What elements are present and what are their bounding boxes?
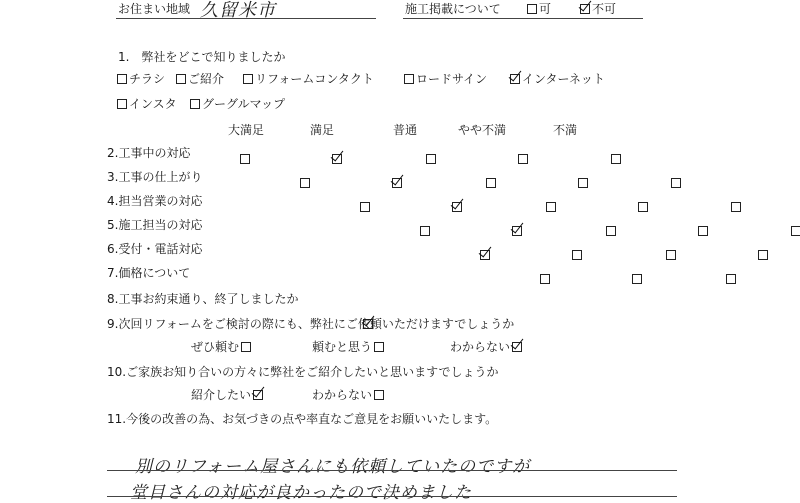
rating-checkbox[interactable] xyxy=(392,178,402,188)
q1-option-internet[interactable]: インターネット xyxy=(510,72,605,86)
q11-rule-1 xyxy=(107,470,677,471)
rating-col-satisfied: 満足 xyxy=(310,123,335,137)
googlemap-checkbox[interactable] xyxy=(190,99,200,109)
rating-row-label: 3.工事の仕上がり xyxy=(107,170,203,184)
rating-checkbox[interactable] xyxy=(420,226,430,236)
q10-label: 10.ご家族お知り合いの方々に弊社をご紹介したいと思いますでしょうか xyxy=(107,365,499,379)
q11-rule-2 xyxy=(107,496,677,497)
q9-option-probably[interactable]: 頼むと思う xyxy=(312,340,386,354)
rating-row-label: 6.受付・電話対応 xyxy=(107,242,203,256)
rating-checkbox[interactable] xyxy=(671,178,681,188)
q11-answer-line-1: 別のリフォーム屋さんにも依頼していたのですが xyxy=(135,457,531,477)
publish-deny-checkbox[interactable] xyxy=(580,4,590,14)
rating-checkbox[interactable] xyxy=(698,226,708,236)
referral-checkbox[interactable] xyxy=(176,74,186,84)
rating-col-neutral: 普通 xyxy=(393,123,418,137)
q8-label: 8.工事お約束通り、終了しましたか xyxy=(107,292,299,306)
rating-checkbox[interactable] xyxy=(486,178,496,188)
publish-underline xyxy=(403,18,643,19)
reform-contact-checkbox[interactable] xyxy=(243,74,253,84)
roadsign-checkbox[interactable] xyxy=(404,74,414,84)
q9-option-unknown[interactable]: わからない xyxy=(450,340,524,354)
publish-allow-checkbox[interactable] xyxy=(527,4,537,14)
rating-checkbox[interactable] xyxy=(332,154,342,164)
rating-checkbox[interactable] xyxy=(518,154,528,164)
flyer-checkbox[interactable] xyxy=(117,74,127,84)
q10-option-recommend[interactable]: 紹介したい xyxy=(191,388,265,402)
q9-label: 9.次回リフォームをご検討の際にも、弊社にご依頼いただけますでしょうか xyxy=(107,317,515,331)
rating-checkbox[interactable] xyxy=(540,274,550,284)
rating-checkbox[interactable] xyxy=(758,250,768,260)
rating-row-label: 2.工事中の対応 xyxy=(107,146,191,160)
q11-label: 11.今後の改善の為、お気づきの点や率直なご意見をお願いいたします。 xyxy=(107,412,498,426)
rating-checkbox[interactable] xyxy=(426,154,436,164)
q1-option-roadsign[interactable]: ロードサイン xyxy=(404,72,487,86)
publish-option-allow[interactable]: 可 xyxy=(527,2,551,16)
q9-definitely-checkbox[interactable] xyxy=(241,342,251,352)
rating-checkbox[interactable] xyxy=(240,154,250,164)
q1-option-flyer[interactable]: チラシ xyxy=(117,72,165,86)
q9-option-definitely[interactable]: ぜひ頼む xyxy=(191,340,253,354)
rating-checkbox[interactable] xyxy=(731,202,741,212)
q9-probably-checkbox[interactable] xyxy=(374,342,384,352)
rating-col-dissatisfied: 不満 xyxy=(553,123,578,137)
q1-option-referral[interactable]: ご紹介 xyxy=(176,72,224,86)
rating-checkbox[interactable] xyxy=(300,178,310,188)
rating-col-very-satisfied: 大満足 xyxy=(228,123,265,137)
rating-checkbox[interactable] xyxy=(578,178,588,188)
rating-checkbox[interactable] xyxy=(611,154,621,164)
rating-checkbox[interactable] xyxy=(512,226,522,236)
rating-col-slightly-dissatisfied: やや不満 xyxy=(458,123,507,137)
rating-checkbox[interactable] xyxy=(480,250,490,260)
internet-checkbox[interactable] xyxy=(510,74,520,84)
q1-title: 1. 弊社をどこで知りましたか xyxy=(118,50,286,64)
area-label: お住まい地域 xyxy=(118,2,191,16)
rating-checkbox[interactable] xyxy=(666,250,676,260)
rating-row-label: 7.価格について xyxy=(107,266,191,280)
area-underline xyxy=(116,18,376,19)
rating-checkbox[interactable] xyxy=(791,226,800,236)
rating-checkbox[interactable] xyxy=(452,202,462,212)
rating-checkbox[interactable] xyxy=(606,226,616,236)
instagram-checkbox[interactable] xyxy=(117,99,127,109)
rating-row-label: 5.施工担当の対応 xyxy=(107,218,203,232)
rating-checkbox[interactable] xyxy=(572,250,582,260)
publish-option-deny[interactable]: 不可 xyxy=(580,2,616,16)
q11-answer-line-2: 堂目さんの対応が良かったので決めました xyxy=(130,483,472,503)
area-value: 久留米市 xyxy=(200,0,276,21)
rating-checkbox[interactable] xyxy=(726,274,736,284)
q1-option-googlemap[interactable]: グーグルマップ xyxy=(190,97,285,111)
rating-checkbox[interactable] xyxy=(638,202,648,212)
q9-unknown-checkbox[interactable] xyxy=(512,342,522,352)
rating-checkbox[interactable] xyxy=(360,202,370,212)
rating-checkbox[interactable] xyxy=(632,274,642,284)
q1-option-reform-contact[interactable]: リフォームコンタクト xyxy=(243,72,374,86)
q10-unknown-checkbox[interactable] xyxy=(374,390,384,400)
q10-recommend-checkbox[interactable] xyxy=(253,390,263,400)
q10-option-unknown[interactable]: わからない xyxy=(312,388,386,402)
rating-row-label: 4.担当営業の対応 xyxy=(107,194,203,208)
rating-checkbox[interactable] xyxy=(546,202,556,212)
publish-label: 施工掲載について xyxy=(405,2,501,16)
q1-option-instagram[interactable]: インスタ xyxy=(117,97,177,111)
